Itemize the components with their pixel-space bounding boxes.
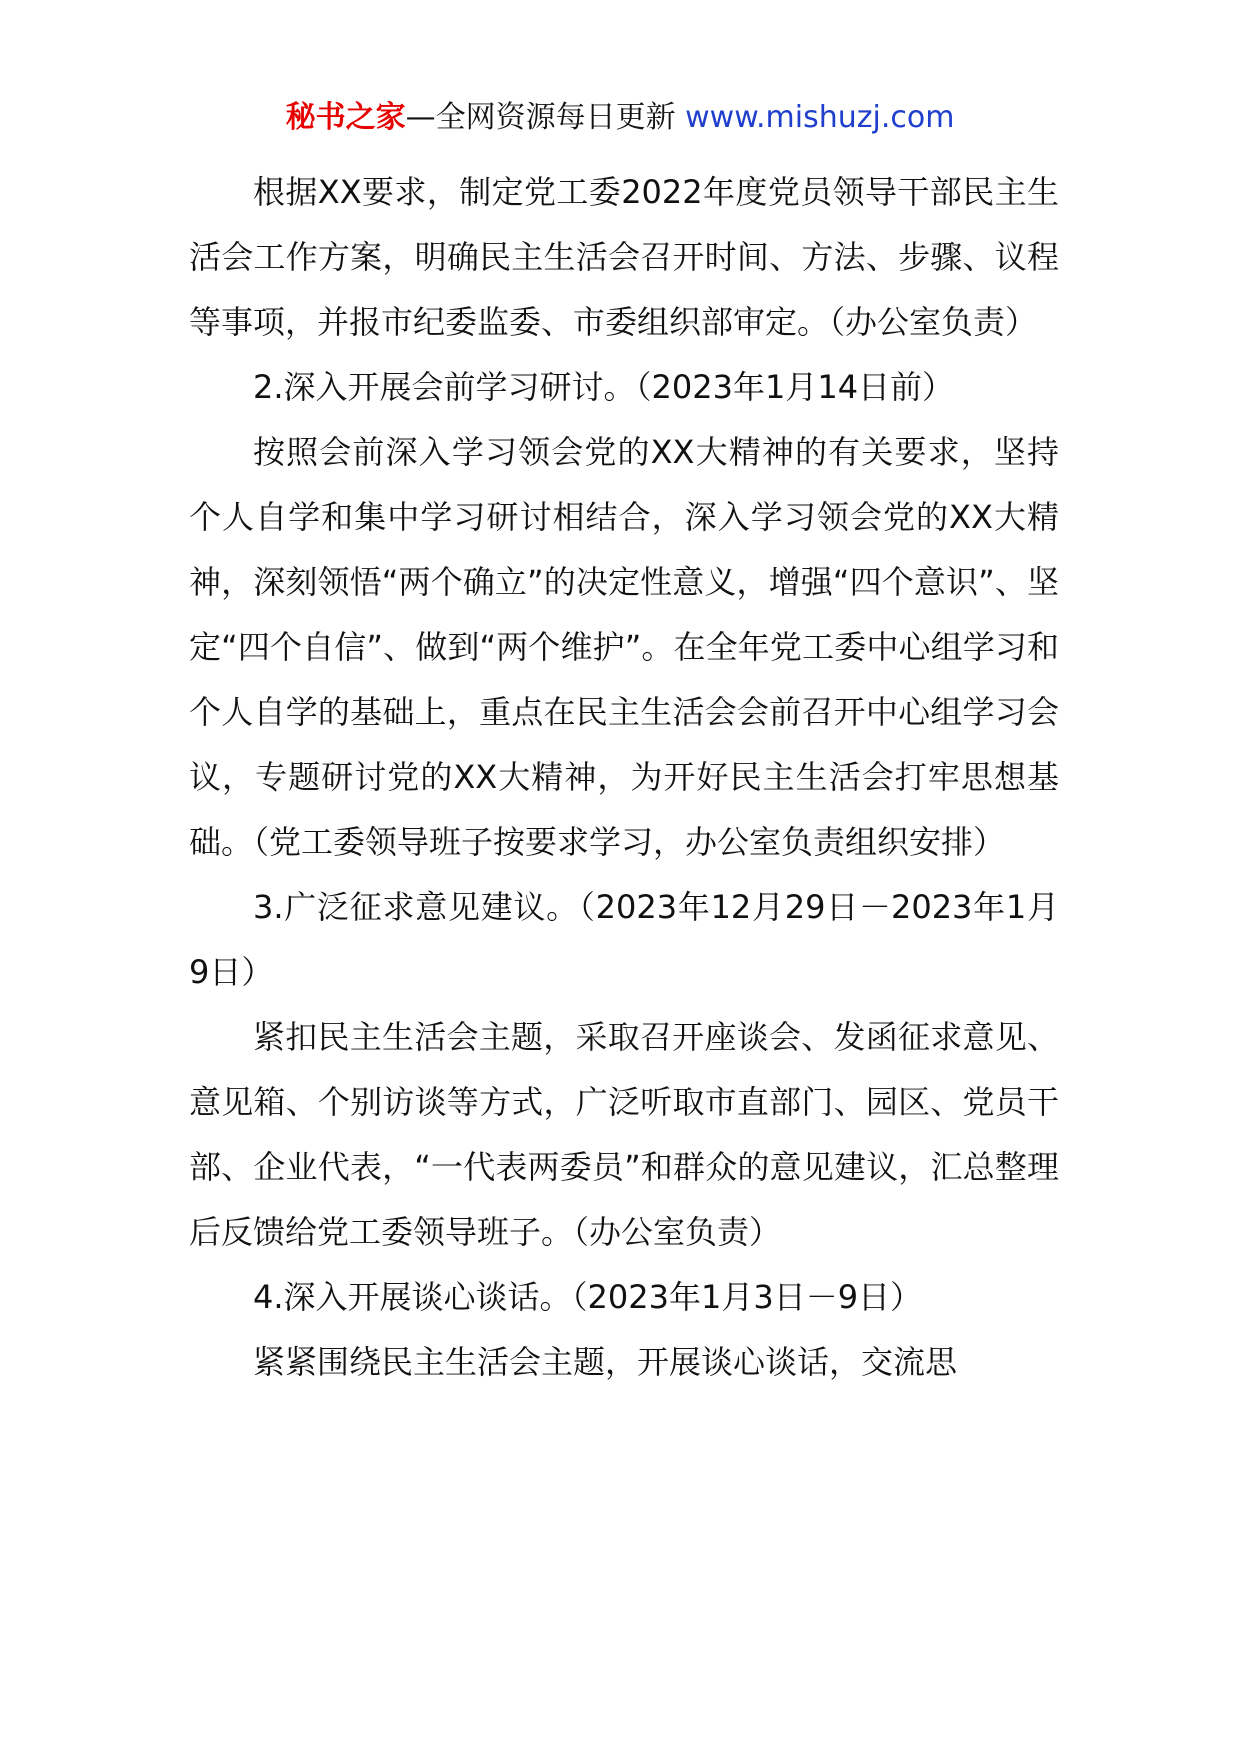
- paragraph: 根据XX要求，制定党工委2022年度党员领导干部民主生活会工作方案，明确民主生活会召开时间、方法、步骤、议程等事项，并报市纪委监委、市委组织部审定。（办公室负责）: [189, 173, 1059, 341]
- brand-name: 秘书之家: [285, 100, 406, 135]
- paragraph: 紧扣民主生活会主题，采取召开座谈会、发函征求意见、意见箱、个别访谈等方式，广泛听取市直部门、园区、党员干部、企业代表，“一代表两委员”和群众的意见建议，汇总整理后反馈给党工委领导班子。（办公室负责）: [189, 1018, 1059, 1251]
- page-header: [0, 98, 1240, 138]
- paragraph: 紧紧围绕民主生活会主题，开展谈心谈话，交流思: [253, 1343, 958, 1381]
- paragraph: 按照会前深入学习领会党的XX大精神的有关要求，坚持个人自学和集中学习研讨相结合，深入学习领会党的XX大精神，深刻领悟“两个确立”的决定性意义，增强“四个意识”、坚定“四个自信”、做到“两个维护”。在全年党工委中心组学习和个人自学的基础上，重点在民主生活会会前召开中心组学习会议，专题研讨党的XX大精神，为开好民主生活会打牢思想基础。（党工委领导班子按要求学习，办公室负责组织安排）: [189, 433, 1059, 861]
- header-tagline: —全网资源每日更新: [405, 100, 686, 135]
- document-body: [189, 160, 1059, 1395]
- website-link[interactable]: www.mishuzj.com: [685, 100, 955, 135]
- section-heading: 2.深入开展会前学习研讨。（2023年1月14日前）: [253, 368, 955, 406]
- section-heading: 4.深入开展谈心谈话。（2023年1月3日－9日）: [253, 1278, 923, 1316]
- section-heading: 3.广泛征求意见建议。（2023年12月29日－2023年1月9日）: [189, 888, 1059, 991]
